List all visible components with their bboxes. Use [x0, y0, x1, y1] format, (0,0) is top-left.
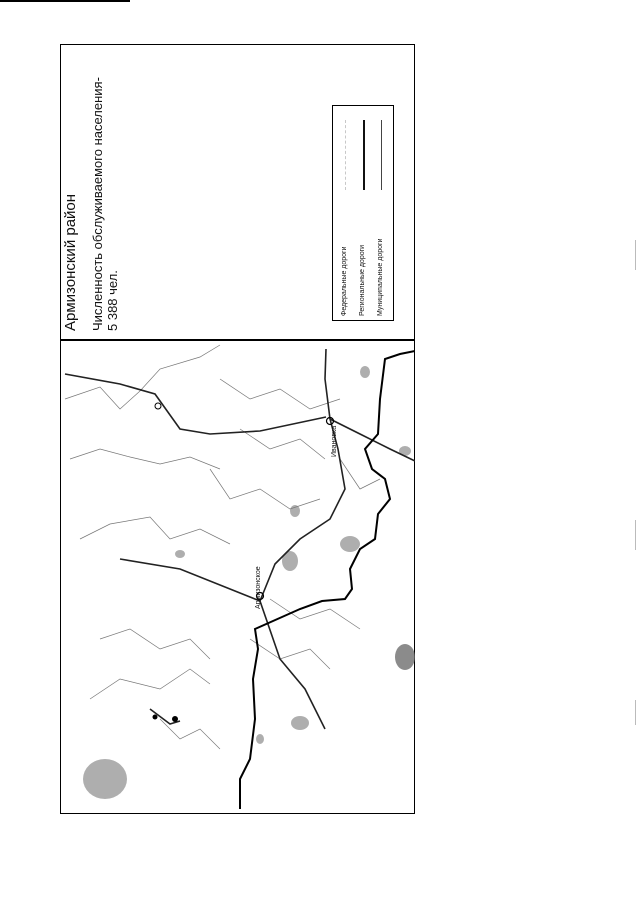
settlement-area: [395, 644, 415, 670]
road: [100, 629, 210, 659]
corner-rule: [0, 0, 130, 2]
place-markers: [153, 403, 334, 722]
header-panel: [60, 44, 415, 339]
road: [120, 349, 345, 601]
settlement-area: [340, 536, 360, 552]
settlement-area: [290, 505, 300, 517]
road: [65, 345, 220, 409]
rotated-header: [60, 44, 415, 339]
settlement-area: [175, 550, 185, 558]
settlement-area: [291, 716, 309, 730]
legend-swatch-regional: [363, 120, 365, 190]
population-label: Численность обслуживаемого населения-: [90, 77, 105, 331]
scan-mark: [635, 520, 636, 550]
road: [70, 449, 220, 469]
legend-label-federal: Федеральные дороги: [341, 246, 348, 316]
legend-row-municipal: [377, 110, 391, 316]
district-map: [60, 339, 415, 814]
road: [220, 379, 340, 409]
municipal-roads: [65, 345, 380, 749]
road: [210, 469, 320, 509]
settlement-area: [83, 759, 127, 799]
settlement-area: [360, 366, 370, 378]
district-boundary: [240, 351, 415, 809]
road: [90, 669, 210, 699]
place-label-ivanovka: Ивановка: [331, 425, 338, 457]
road: [260, 601, 325, 729]
village-marker: [155, 403, 161, 409]
legend-swatch-municipal: [381, 120, 382, 190]
legend-label-municipal: Муниципальные дороги: [377, 238, 384, 316]
road: [250, 639, 330, 669]
road: [340, 459, 380, 489]
legend-label-regional: Региональные дороги: [359, 244, 366, 316]
legend-row-federal: [341, 110, 355, 316]
village-marker: [172, 716, 178, 722]
place-label-armizonskoe: Армизонское: [255, 566, 262, 609]
road: [65, 374, 326, 434]
village-marker: [153, 715, 158, 720]
legend-swatch-federal: [345, 120, 346, 190]
population-value: 5 388 чел.: [105, 270, 120, 331]
road: [80, 517, 230, 544]
legend-box: [332, 105, 394, 321]
legend-row-regional: [359, 110, 373, 316]
scan-mark: [635, 240, 636, 270]
map-panel: [60, 339, 415, 814]
road: [240, 429, 325, 459]
settlement-area: [256, 734, 264, 744]
scan-mark: [635, 700, 636, 725]
district-title: Армизонский район: [62, 193, 79, 331]
